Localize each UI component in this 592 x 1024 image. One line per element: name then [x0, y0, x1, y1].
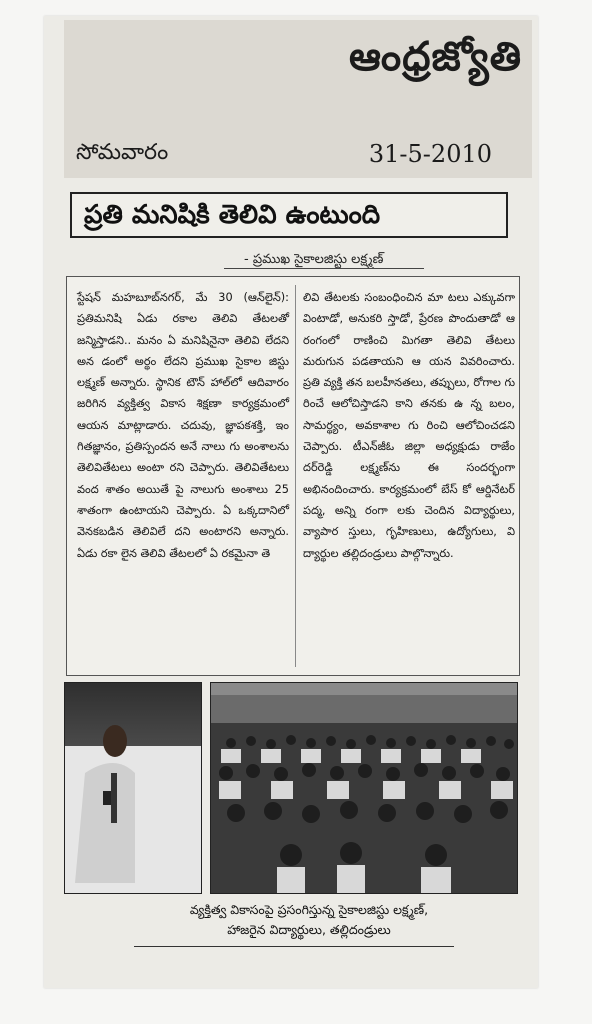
audience-photo — [210, 682, 518, 894]
date-label: 31-5-2010 — [368, 140, 492, 168]
masthead — [64, 20, 532, 132]
audience-crowd — [211, 683, 517, 893]
newspaper-clipping — [44, 16, 538, 988]
column-divider — [295, 285, 296, 667]
article-column-right: లివి తేటలకు సంబంధించిన మా టలు ఎక్కువగా వింటాడో, అనుకరి స్తాడో, ప్రేరణ పొందుతాడో ఆ రంగంలో రాణించి మిగతా తెలివి తేటలు మరుగున పడతాయని ఆ యన వివరించారు. ప్రతి వ్యక్తి తన బలహీనతలు, తప్పులు, రోగాల గు రించే ఆలోచిస్తాడని కాని తనకు ఉ న్న బలం, సామర్థ్యం, అవకాశాల గు రించి ఆలోచించడని చెప్పారు. టీఎన్‌జీఓ జిల్లా అధ్యక్షుడు రాజేం దర్‌రెడ్డి లక్ష్మణ్‌ను ఈ సందర్భంగా అభినందించారు. కార్యక్రమంలో బేస్ కో ఆర్డినేటర్ పద్మ, అన్ని రంగా లకు చెందిన విద్యార్థులు, వ్యాపార స్తులు, గృహిణులు, ఉద్యోగులు, వి ద్యార్థుల తల్లిదండ్రులు పాల్గొన్నారు. — [303, 291, 515, 560]
speaker-photo — [64, 682, 202, 894]
article-headline: ప్రతి మనిషికి తెలివి ఉంటుంది — [84, 200, 381, 230]
headline-box — [70, 192, 508, 238]
photo-caption — [134, 900, 484, 940]
byline-rule — [224, 268, 424, 269]
caption-line-2: హాజరైన విద్యార్థులు, తల్లిదండ్రులు — [227, 922, 391, 937]
caption-line-1: వ్యక్తిత్వ వికాసంపై ప్రసంగిస్తున్న సైకాలజిస్టు లక్ష్మణ్, — [189, 902, 429, 917]
dateline — [64, 132, 532, 178]
caption-rule — [134, 946, 454, 947]
article-column-left: స్టేషన్ మహబూబ్‌నగర్, మే 30 (ఆన్‌లైన్): ప్రతిమనిషి ఏడు రకాల తెలివి తేటలతో జన్మిస్తాడని.. మనం ఏ మనిషినైనా తెలివి లేదని అన డంలో అర్థం లేదని ప్రముఖ సైకాల జిస్టు లక్ష్మణ్ అన్నారు. స్థానిక టౌన్ హాల్‌లో ఆదివారం జరిగిన వ్యక్తిత్వ వికాస శిక్షణా కార్యక్రమంలో ఆయన మాట్లాడారు. చదువు, జ్ఞాపకశక్తి, ఇం గితజ్ఞానం, ప్రతిస్పందన అనే నాలు గు అంశాలను తెలివితేటలు అంటా రని చెప్పారు. తెలివితేటలు వంద శాతం అయితే పై నాలుగు అంశాలు 25 శాతంగా ఉంటాయని చెప్పారు. ఏ ఒక్కదానిలో వెనకబడిన తెలివిలే దని అంటారని అన్నారు. ఏడు రకా లైన తెలివి తేటలలో ఏ రకమైనా తె — [77, 291, 289, 560]
speaker-figure — [75, 713, 135, 883]
day-label: సోమవారం — [76, 140, 169, 165]
newspaper-name: ఆంధ్రజ్యోతి — [349, 34, 522, 80]
article-body — [66, 276, 520, 676]
article-byline: - ప్రముఖ సైకాలజిస్టు లక్ష్మణ్ — [244, 252, 384, 267]
